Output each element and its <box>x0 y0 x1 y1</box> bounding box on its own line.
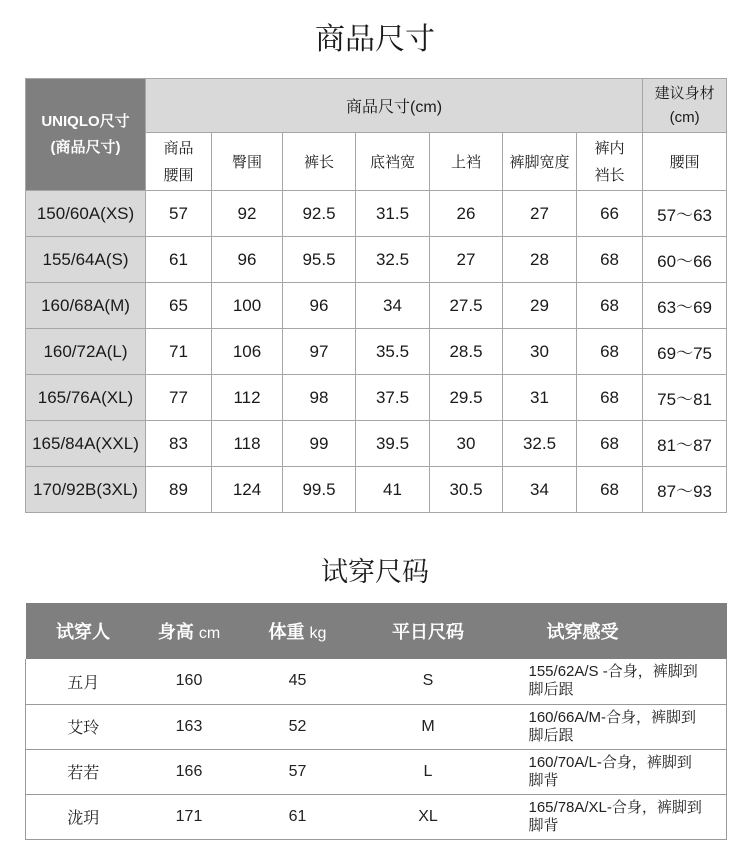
size-row <box>26 421 727 467</box>
person-name: 泷玥 <box>26 794 141 839</box>
inseam-cell: 66 <box>577 191 643 237</box>
size-label-header <box>26 79 146 191</box>
size-cell: 150/60A(XS) <box>26 191 146 237</box>
header-height <box>141 603 238 659</box>
inseam-cell: 68 <box>577 421 643 467</box>
person-name: 五月 <box>26 659 141 704</box>
length-cell: 99 <box>283 421 356 467</box>
recommended-body-header-line2: (cm) <box>669 108 700 126</box>
crotch-width-cell: 34 <box>356 283 430 329</box>
header-weight <box>238 603 358 659</box>
person-feedback <box>499 794 727 839</box>
person-height: 166 <box>141 749 238 794</box>
hip-cell: 112 <box>212 375 283 421</box>
rise-cell: 28.5 <box>430 329 503 375</box>
rise-cell: 27.5 <box>430 283 503 329</box>
size-row <box>26 191 727 237</box>
size-cell: 160/68A(M) <box>26 283 146 329</box>
person-weight: 57 <box>238 749 358 794</box>
hip-cell: 96 <box>212 237 283 283</box>
feedback-line: 165/78A/XL-合身，裤脚到 <box>528 798 702 816</box>
column-header-product-waist-label: 商品腰围 <box>163 139 194 184</box>
header-person: 试穿人 <box>26 603 141 659</box>
column-header-inseam-label: 裤内裆长 <box>594 139 625 184</box>
fitting-title: 试穿尺码 <box>321 557 429 587</box>
fitting-table <box>25 603 727 840</box>
person-usual-size: L <box>358 749 499 794</box>
size-chart-title: 商品尺寸 <box>315 23 435 56</box>
fitting-row <box>26 749 727 794</box>
person-usual-size: S <box>358 659 499 704</box>
header-usual-size: 平日尺码 <box>358 603 499 659</box>
suggested-waist-cell: 75～81 <box>643 375 727 421</box>
size-cell: 155/64A(S) <box>26 237 146 283</box>
size-cell: 165/76A(XL) <box>26 375 146 421</box>
waist-cell: 83 <box>146 421 212 467</box>
column-header-rise: 上裆 <box>430 133 503 191</box>
column-header-hip: 臀围 <box>212 133 283 191</box>
column-header-suggested-waist: 腰围 <box>643 133 727 191</box>
suggested-waist-cell: 63～69 <box>643 283 727 329</box>
column-header-product-waist <box>146 133 212 191</box>
size-cell: 170/92B(3XL) <box>26 467 146 513</box>
hem-width-cell: 27 <box>503 191 577 237</box>
length-cell: 99.5 <box>283 467 356 513</box>
hem-width-cell: 28 <box>503 237 577 283</box>
recommended-body-header-line1: 建议身材 <box>654 84 715 102</box>
person-weight: 52 <box>238 704 358 749</box>
column-header-hem-width: 裤脚宽度 <box>503 133 577 191</box>
feedback-line: 脚后跟 <box>528 726 574 744</box>
rise-cell: 27 <box>430 237 503 283</box>
inseam-cell: 68 <box>577 283 643 329</box>
size-header-row-1 <box>26 79 727 133</box>
person-name: 艾玲 <box>26 704 141 749</box>
size-row <box>26 237 727 283</box>
suggested-waist-cell: 87～93 <box>643 467 727 513</box>
suggested-waist-cell: 81～87 <box>643 421 727 467</box>
person-usual-size: M <box>358 704 499 749</box>
person-usual-size: XL <box>358 794 499 839</box>
rise-cell: 30 <box>430 421 503 467</box>
hem-width-cell: 34 <box>503 467 577 513</box>
column-header-inseam <box>577 133 643 191</box>
fitting-row <box>26 794 727 839</box>
rise-cell: 26 <box>430 191 503 237</box>
inseam-cell: 68 <box>577 329 643 375</box>
size-label-header-line1: UNIQLO尺寸 <box>41 112 130 130</box>
size-row <box>26 329 727 375</box>
person-feedback <box>499 749 727 794</box>
hem-width-cell: 31 <box>503 375 577 421</box>
size-row <box>26 467 727 513</box>
hem-width-cell: 30 <box>503 329 577 375</box>
suggested-waist-cell: 69～75 <box>643 329 727 375</box>
header-feedback: 试穿感受 <box>499 603 727 659</box>
feedback-line: 脚后跟 <box>528 681 574 699</box>
crotch-width-cell: 41 <box>356 467 430 513</box>
person-height: 163 <box>141 704 238 749</box>
person-height: 171 <box>141 794 238 839</box>
person-weight: 61 <box>238 794 358 839</box>
person-weight: 45 <box>238 659 358 704</box>
inseam-cell: 68 <box>577 237 643 283</box>
header-height-label: 身高 <box>157 622 194 642</box>
length-cell: 92.5 <box>283 191 356 237</box>
column-header-length: 裤长 <box>283 133 356 191</box>
recommended-body-header <box>643 79 727 133</box>
feedback-line: 155/62A/S -合身，裤脚到 <box>528 663 698 681</box>
length-cell: 98 <box>283 375 356 421</box>
size-label-header-line2: (商品尺寸) <box>50 138 121 156</box>
size-row <box>26 375 727 421</box>
product-size-group-header: 商品尺寸(cm) <box>146 79 643 133</box>
crotch-width-cell: 35.5 <box>356 329 430 375</box>
feedback-line: 脚背 <box>528 816 559 834</box>
header-height-unit: cm <box>198 625 221 642</box>
waist-cell: 89 <box>146 467 212 513</box>
length-cell: 95.5 <box>283 237 356 283</box>
person-height: 160 <box>141 659 238 704</box>
feedback-line: 160/70A/L-合身，裤脚到 <box>528 753 692 771</box>
waist-cell: 65 <box>146 283 212 329</box>
fitting-row <box>26 659 727 704</box>
hip-cell: 118 <box>212 421 283 467</box>
crotch-width-cell: 37.5 <box>356 375 430 421</box>
waist-cell: 61 <box>146 237 212 283</box>
hip-cell: 124 <box>212 467 283 513</box>
hem-width-cell: 29 <box>503 283 577 329</box>
size-chart-table <box>25 78 727 513</box>
crotch-width-cell: 31.5 <box>356 191 430 237</box>
size-cell: 165/84A(XXL) <box>26 421 146 467</box>
person-name: 若若 <box>26 749 141 794</box>
length-cell: 97 <box>283 329 356 375</box>
inseam-cell: 68 <box>577 467 643 513</box>
rise-cell: 30.5 <box>430 467 503 513</box>
inseam-cell: 68 <box>577 375 643 421</box>
fitting-row <box>26 704 727 749</box>
waist-cell: 77 <box>146 375 212 421</box>
waist-cell: 57 <box>146 191 212 237</box>
rise-cell: 29.5 <box>430 375 503 421</box>
waist-cell: 71 <box>146 329 212 375</box>
length-cell: 96 <box>283 283 356 329</box>
hip-cell: 100 <box>212 283 283 329</box>
header-weight-unit: kg <box>309 625 327 642</box>
size-row <box>26 283 727 329</box>
suggested-waist-cell: 57～63 <box>643 191 727 237</box>
hip-cell: 92 <box>212 191 283 237</box>
hem-width-cell: 32.5 <box>503 421 577 467</box>
feedback-line: 160/66A/M-合身，裤脚到 <box>528 708 697 726</box>
suggested-waist-cell: 60～66 <box>643 237 727 283</box>
hip-cell: 106 <box>212 329 283 375</box>
feedback-line: 脚背 <box>528 771 559 789</box>
crotch-width-cell: 39.5 <box>356 421 430 467</box>
crotch-width-cell: 32.5 <box>356 237 430 283</box>
column-header-crotch-width: 底裆宽 <box>356 133 430 191</box>
size-cell: 160/72A(L) <box>26 329 146 375</box>
header-weight-label: 体重 <box>268 622 305 642</box>
person-feedback <box>499 704 727 749</box>
person-feedback <box>499 659 727 704</box>
fitting-header-row <box>26 603 727 659</box>
